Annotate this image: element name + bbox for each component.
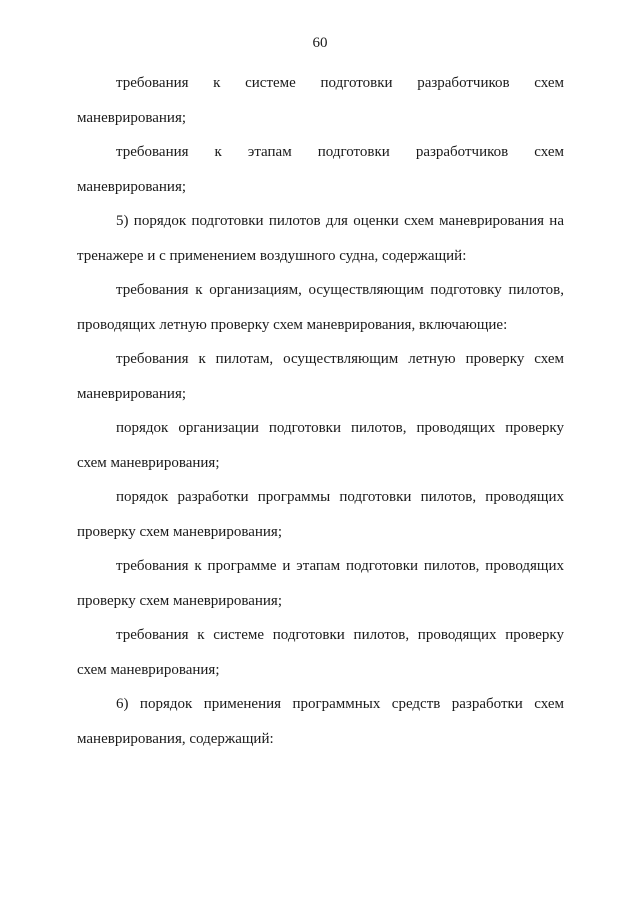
text-line: маневрирования; [77,386,187,402]
text-line: требования к организациям, осуществляющим подготовку пилотов, [116,282,564,298]
text-line: схем маневрирования; [77,662,220,678]
text-line: 6) порядок применения программных средств разработки схем [116,696,564,712]
text-line: тренажере и с применением воздушного судна, содержащий: [77,248,467,264]
text-line: порядок организации подготовки пилотов, проводящих проверку [116,420,564,436]
text-line: маневрирования, содержащий: [77,731,274,747]
text-line: маневрирования; [77,110,187,126]
text-line: проверку схем маневрирования; [77,593,282,609]
page-number: 60 [312,35,328,51]
text-line: требования к этапам подготовки разработчиков схем [116,144,564,160]
text-line: маневрирования; [77,179,187,195]
text-line: требования к программе и этапам подготовки пилотов, проводящих [116,558,564,574]
text-line: проверку схем маневрирования; [77,524,282,540]
text-line: проводящих летную проверку схем маневрирования, включающие: [77,317,508,333]
text-line: порядок разработки программы подготовки пилотов, проводящих [116,489,564,505]
text-line: требования к пилотам, осуществляющим летную проверку схем [116,351,564,367]
text-line: требования к системе подготовки разработчиков схем [116,75,564,91]
text-line: схем маневрирования; [77,455,220,471]
text-line: 5) порядок подготовки пилотов для оценки схем маневрирования на [116,213,564,229]
text-line: требования к системе подготовки пилотов, проводящих проверку [116,627,564,643]
